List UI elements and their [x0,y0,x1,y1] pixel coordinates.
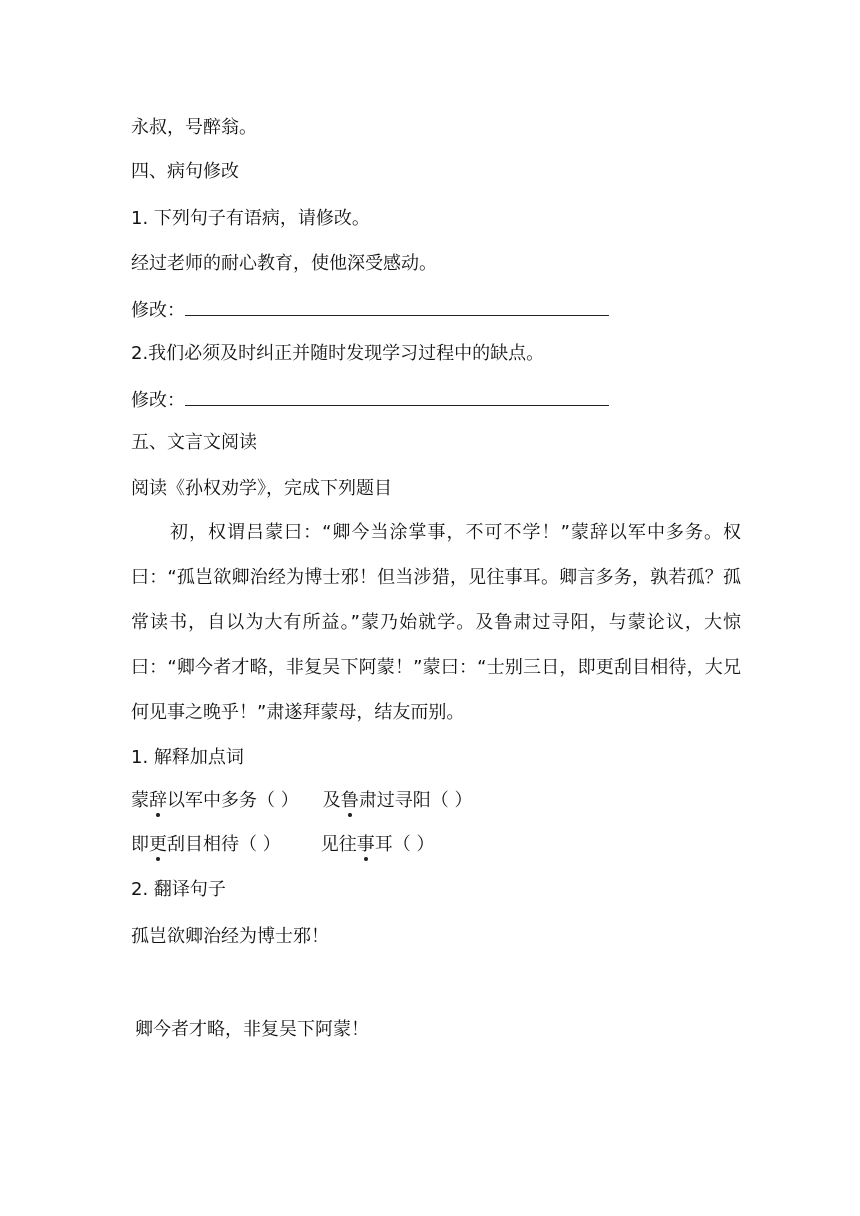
vocab-item-b: 及鲁肃过寻阳（ ） [322,790,473,811]
passage-text: 初，权谓吕蒙曰：“卿今当涂掌事，不可不学！”蒙辞以军中多务。权曰：“孤岂欲卿治经为博士邪！但当涉猎，见往事耳。卿言多务，孰若孤？孤常读书，自以为大有所益。”蒙乃始就学。及鲁肃过寻阳，与蒙论议，大惊曰：“卿今者才略，非复吴下阿蒙！”蒙曰：“士别三日，即更刮目相待，大兄何见事之晚乎！”肃遂拜蒙母，结友而别。 [131,522,741,723]
vocab-item-d: 见往事耳（ ） [320,834,435,855]
fix-line-1 [131,297,609,323]
section-heading-5: 五、文言文阅读 [131,432,257,453]
dotted-char: 事 [356,834,375,855]
fix-label: 修改： [131,300,185,321]
question-4-1: 1. 下列句子有语病，请修改。 [131,208,370,229]
dotted-char: 辞 [149,790,167,811]
vocab-row-2 [131,833,434,857]
vocab-item-c: 即更刮目相待（ ） [131,834,281,855]
faulty-sentence-1: 经过老师的耐心教育，使他深受感动。 [131,253,437,274]
classical-passage [131,510,741,735]
translate-sentence-2: 卿今者才略，非复吴下阿蒙！ [135,1019,369,1040]
question-4-2: 2.我们必须及时纠正并随时发现学习过程中的缺点。 [131,343,545,364]
answer-blank-1[interactable] [185,297,609,316]
dotted-char: 鲁 [340,790,359,811]
reading-intro: 阅读《孙权劝学》，完成下列题目 [131,478,392,499]
vocab-item-a: 蒙辞以军中多务（ ） [131,790,299,811]
text-line: 永叔，号醉翁。 [131,117,257,138]
question-5-2: 2. 翻译句子 [131,879,226,900]
fix-line-2 [131,387,609,413]
fix-label: 修改： [131,390,185,411]
section-heading-4: 四、病句修改 [131,161,239,182]
vocab-row-1 [131,789,472,813]
translate-sentence-1: 孤岂欲卿治经为博士邪！ [131,926,329,947]
answer-blank-2[interactable] [185,387,609,406]
dotted-char: 更 [149,834,167,855]
question-5-1: 1. 解释加点词 [131,747,244,768]
